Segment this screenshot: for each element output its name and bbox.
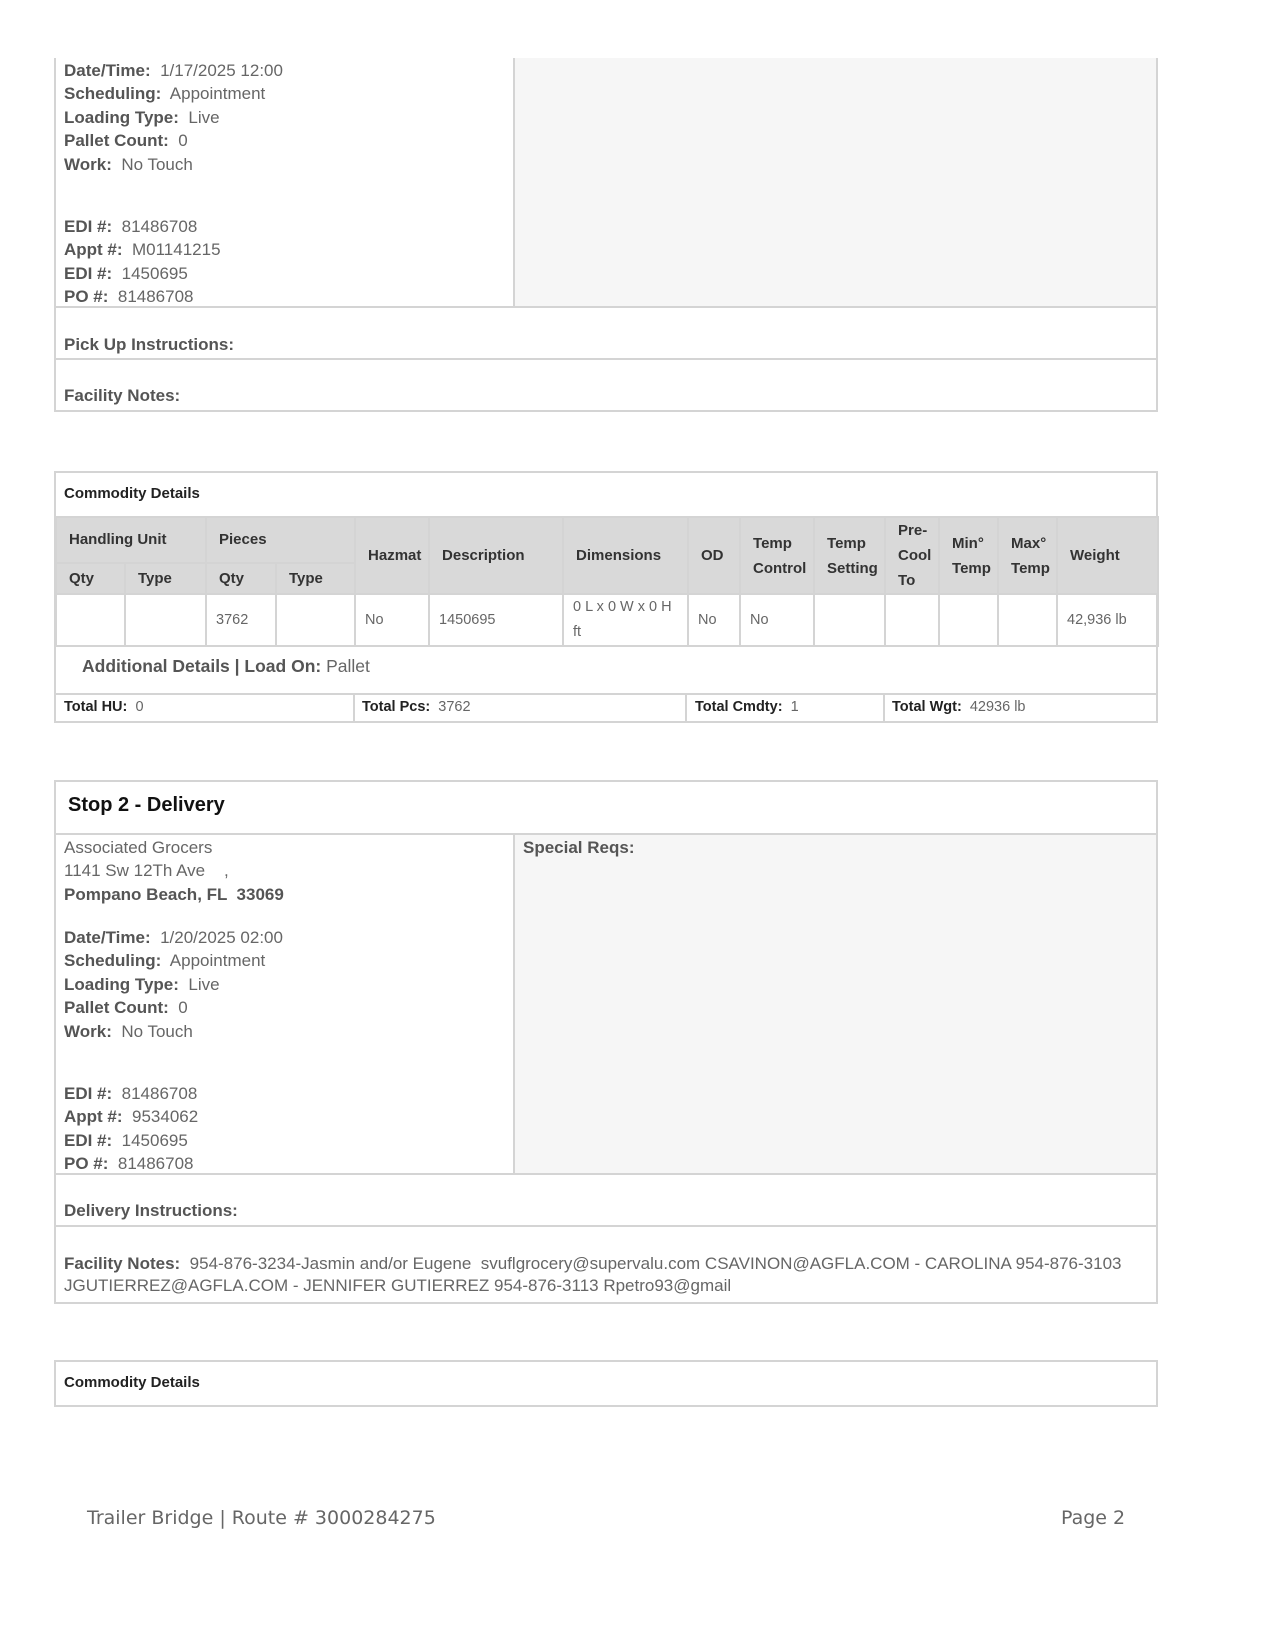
stop1-appt: Appt #: M01141215 bbox=[64, 240, 221, 260]
stop2-facility-notes bbox=[64, 1253, 1149, 1297]
stop2-refs bbox=[64, 1082, 198, 1176]
stop2-datetime: Date/Time: 1/20/2025 02:00 bbox=[64, 928, 283, 947]
cell-od: No bbox=[688, 594, 740, 646]
col-max-temp bbox=[998, 517, 1057, 594]
col-temp-control-line1: Temp bbox=[753, 534, 792, 552]
additional-details-value: Pallet bbox=[326, 656, 370, 676]
commodity1-additional-details bbox=[82, 656, 370, 677]
stop2-facility-name: Associated Grocers bbox=[64, 838, 213, 857]
cell-precool bbox=[885, 594, 939, 646]
col-min-temp-line1: Min° bbox=[952, 534, 984, 552]
col-precool-line2: Cool bbox=[898, 547, 932, 564]
stop1-work: Work: No Touch bbox=[64, 154, 193, 174]
stop2-address bbox=[64, 836, 284, 906]
total-cmdty: Total Cmdty: 1 bbox=[695, 699, 799, 715]
stop2-facility-notes-value: 954-876-3234-Jasmin and/or Eugene svuflgrocery@supervalu.com CSAVINON@AGFLA.COM - CAROLINA 954-876-3103 JGUTIERREZ@AGFLA.COM - JENNIFER GUTIERREZ 954-876-3113 Rpetro93@gmail bbox=[64, 1254, 1127, 1295]
stop1-facility-row bbox=[54, 358, 1158, 412]
col-min-temp bbox=[939, 517, 998, 594]
additional-details-label: Additional Details | Load On: bbox=[82, 656, 322, 676]
stop2-pallet-count: Pallet Count: 0 bbox=[64, 998, 188, 1018]
cell-description: 1450695 bbox=[429, 594, 563, 646]
col-max-temp-line1: Max° bbox=[1011, 534, 1047, 552]
commodity1-title: Commodity Details bbox=[64, 485, 200, 502]
totals-divider-1 bbox=[353, 694, 355, 721]
stop1-edi-2: EDI #: 1450695 bbox=[64, 263, 188, 283]
stop2-delivery-row-divider bbox=[56, 1173, 1156, 1175]
total-hu: Total HU: 0 bbox=[64, 699, 144, 715]
footer-route: Trailer Bridge | Route # 3000284275 bbox=[87, 1507, 436, 1529]
col-temp-control bbox=[740, 517, 814, 594]
cell-pcs-qty: 3762 bbox=[206, 594, 276, 646]
col-pieces: Pieces bbox=[206, 517, 355, 563]
table-row bbox=[56, 594, 1158, 646]
stop1-edi-1: EDI #: 81486708 bbox=[64, 217, 198, 236]
cell-min-temp bbox=[939, 594, 998, 646]
stop2-edi-1: EDI #: 81486708 bbox=[64, 1084, 198, 1103]
commodity2-box bbox=[54, 1360, 1158, 1407]
stop2-po: PO #: 81486708 bbox=[64, 1154, 194, 1174]
col-temp-setting bbox=[814, 517, 885, 594]
cell-dimensions-line2: ft bbox=[573, 624, 582, 640]
col-dimensions: Dimensions bbox=[563, 517, 688, 594]
col-pcs-type: Type bbox=[276, 563, 355, 594]
stop1-scheduling: Scheduling: Appointment bbox=[64, 84, 266, 104]
cell-hazmat: No bbox=[355, 594, 429, 646]
col-pcs-qty: Qty bbox=[206, 563, 276, 594]
col-od: OD bbox=[688, 517, 740, 594]
stop1-refs bbox=[64, 215, 221, 309]
stop1-pickup-instructions-label: Pick Up Instructions: bbox=[64, 335, 235, 354]
stop1-po: PO #: 81486708 bbox=[64, 287, 194, 307]
stop1-loading-type: Loading Type: Live bbox=[64, 107, 220, 127]
stop2-work: Work: No Touch bbox=[64, 1021, 193, 1041]
stop2-details bbox=[64, 926, 283, 1043]
col-description: Description bbox=[429, 517, 563, 594]
cell-dimensions-line1: 0 L x 0 W x 0 H bbox=[573, 599, 672, 615]
stop2-scheduling: Scheduling: Appointment bbox=[64, 951, 266, 971]
stop2-facility-row-divider bbox=[56, 1225, 1156, 1227]
col-hu-qty: Qty bbox=[56, 563, 125, 594]
col-min-temp-line2: Temp bbox=[952, 559, 991, 577]
stop2-city: Pompano Beach, FL 33069 bbox=[64, 884, 284, 904]
stop2-appt: Appt #: 9534062 bbox=[64, 1107, 199, 1127]
col-hazmat: Hazmat bbox=[355, 517, 429, 594]
stop2-title: Stop 2 - Delivery bbox=[68, 794, 225, 816]
stop2-delivery-instructions-label: Delivery Instructions: bbox=[64, 1201, 238, 1220]
cell-dimensions bbox=[563, 594, 688, 646]
cell-temp-setting bbox=[814, 594, 885, 646]
col-weight: Weight bbox=[1057, 517, 1158, 594]
stop2-special-panel bbox=[513, 835, 1156, 1174]
total-wgt: Total Wgt: 42936 lb bbox=[892, 699, 1026, 715]
stop2-facility-notes-label: Facility Notes: bbox=[64, 1254, 181, 1273]
totals-divider-3 bbox=[883, 694, 885, 721]
col-max-temp-line2: Temp bbox=[1011, 559, 1050, 577]
stop2-street: 1141 Sw 12Th Ave , bbox=[64, 861, 229, 881]
footer-page-number: Page 2 bbox=[1061, 1507, 1126, 1529]
cell-hu-type bbox=[125, 594, 206, 646]
col-temp-setting-line2: Setting bbox=[827, 559, 878, 577]
commodity2-title: Commodity Details bbox=[64, 1374, 200, 1391]
cell-temp-control: No bbox=[740, 594, 814, 646]
cell-hu-qty bbox=[56, 594, 125, 646]
total-pcs: Total Pcs: 3762 bbox=[362, 699, 471, 715]
col-precool bbox=[885, 517, 939, 594]
col-precool-line3: To bbox=[898, 572, 916, 589]
col-temp-setting-line1: Temp bbox=[827, 534, 866, 552]
col-temp-control-line2: Control bbox=[753, 559, 807, 577]
stop1-facility-notes-label: Facility Notes: bbox=[64, 386, 181, 405]
cell-weight: 42,936 lb bbox=[1057, 594, 1158, 646]
col-precool-line1: Pre- bbox=[898, 522, 928, 539]
stop1-details bbox=[64, 59, 283, 176]
stop1-pallet-count: Pallet Count: 0 bbox=[64, 131, 188, 151]
stop1-special-panel bbox=[513, 58, 1156, 307]
cell-pcs-type bbox=[276, 594, 355, 646]
col-handling-unit: Handling Unit bbox=[56, 517, 206, 563]
stop1-datetime: Date/Time: 1/17/2025 12:00 bbox=[64, 61, 283, 80]
cell-max-temp bbox=[998, 594, 1057, 646]
commodity1-table bbox=[55, 516, 1159, 647]
totals-divider-2 bbox=[685, 694, 687, 721]
col-hu-type: Type bbox=[125, 563, 206, 594]
stop2-loading-type: Loading Type: Live bbox=[64, 974, 220, 994]
stop2-edi-2: EDI #: 1450695 bbox=[64, 1130, 188, 1150]
stop2-special-reqs-label: Special Reqs: bbox=[523, 838, 635, 857]
